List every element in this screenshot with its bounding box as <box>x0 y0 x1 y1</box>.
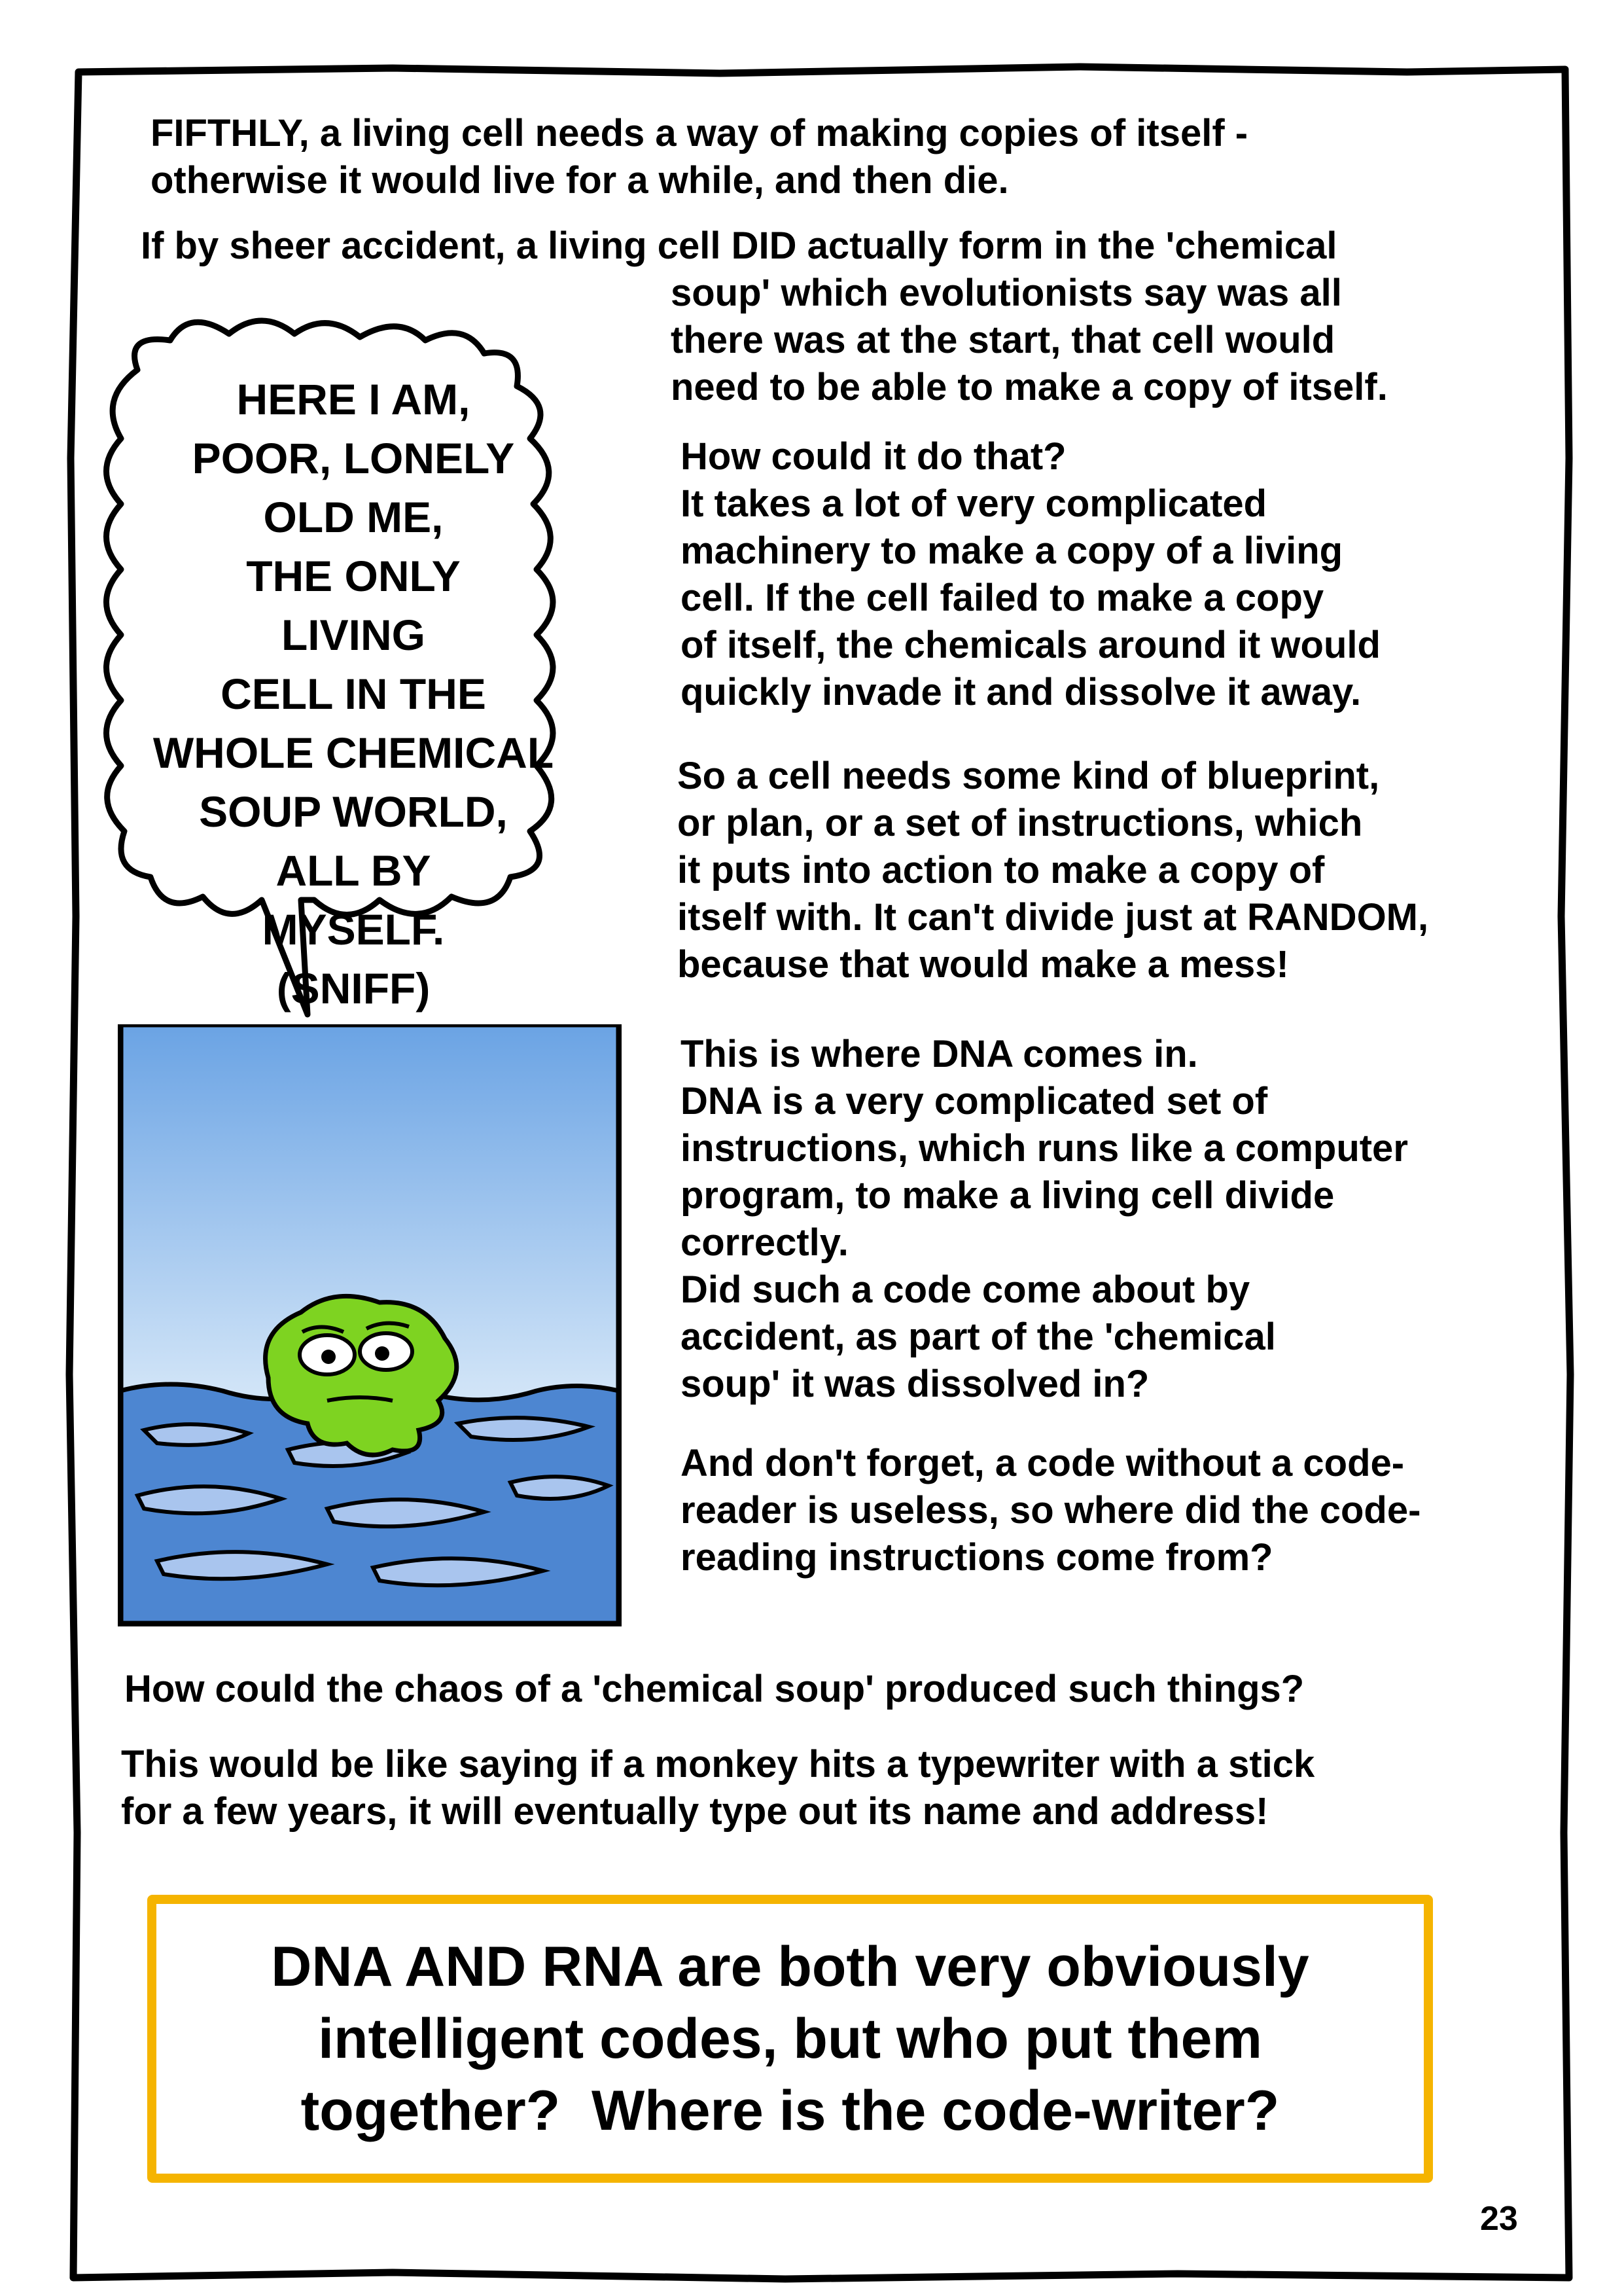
callout-box <box>147 1895 1433 2183</box>
intro-paragraph-2-rest: soup' which evolutionists say was all there was at the start, that cell would need to be able to make a copy of itself. <box>671 272 1388 408</box>
callout-text: DNA AND RNA are both very obviously intelligent codes, but who put them together? Where is the code-writer? <box>271 1935 1309 2142</box>
conclusion-paragraph-chaos: How could the chaos of a 'chemical soup' produced such things? <box>124 1668 1305 1710</box>
speech-bubble-text: HERE I AM, POOR, LONELY OLD ME, THE ONLY LIVING CELL IN THE WHOLE CHEMICAL SOUP WORLD, ALL BY MYSELF. (SNIFF) <box>152 375 554 1013</box>
conclusion-paragraph-monkey: This would be like saying if a monkey hits a typewriter with a stick for a few years, it will eventually type out its name and address! <box>121 1743 1315 1833</box>
page-number: 23 <box>1480 2200 1518 2238</box>
body-paragraph-how: How could it do that? It takes a lot of very complicated machinery to make a copy of a living cell. If the cell failed to make a copy of itself, the chemicals around it would quickly invade it and dissolve it away. <box>680 435 1381 713</box>
intro-paragraph-2-line-1: If by sheer accident, a living cell DID actually form in the 'chemical <box>141 224 1337 267</box>
body-paragraph-dna: This is where DNA comes in. DNA is a very complicated set of instructions, which runs like a computer program, to make a living cell divide correctly. Did such a code come about by accident, as part of the 'chemical soup' it was dissolved in? <box>680 1033 1408 1405</box>
cell-illustration <box>118 1024 622 1626</box>
body-paragraph-blueprint: So a cell needs some kind of blueprint, or plan, or a set of instructions, which it puts into action to make a copy of itself with. It can't divide just at RANDOM, because that would make a mess! <box>677 755 1429 986</box>
body-paragraph-code-reader: And don't forget, a code without a code- reader is useless, so where did the code- reading instructions come from? <box>680 1442 1421 1579</box>
intro-paragraph-1: FIFTHLY, a living cell needs a way of making copies of itself - otherwise it would live for a while, and then die. <box>150 112 1248 202</box>
